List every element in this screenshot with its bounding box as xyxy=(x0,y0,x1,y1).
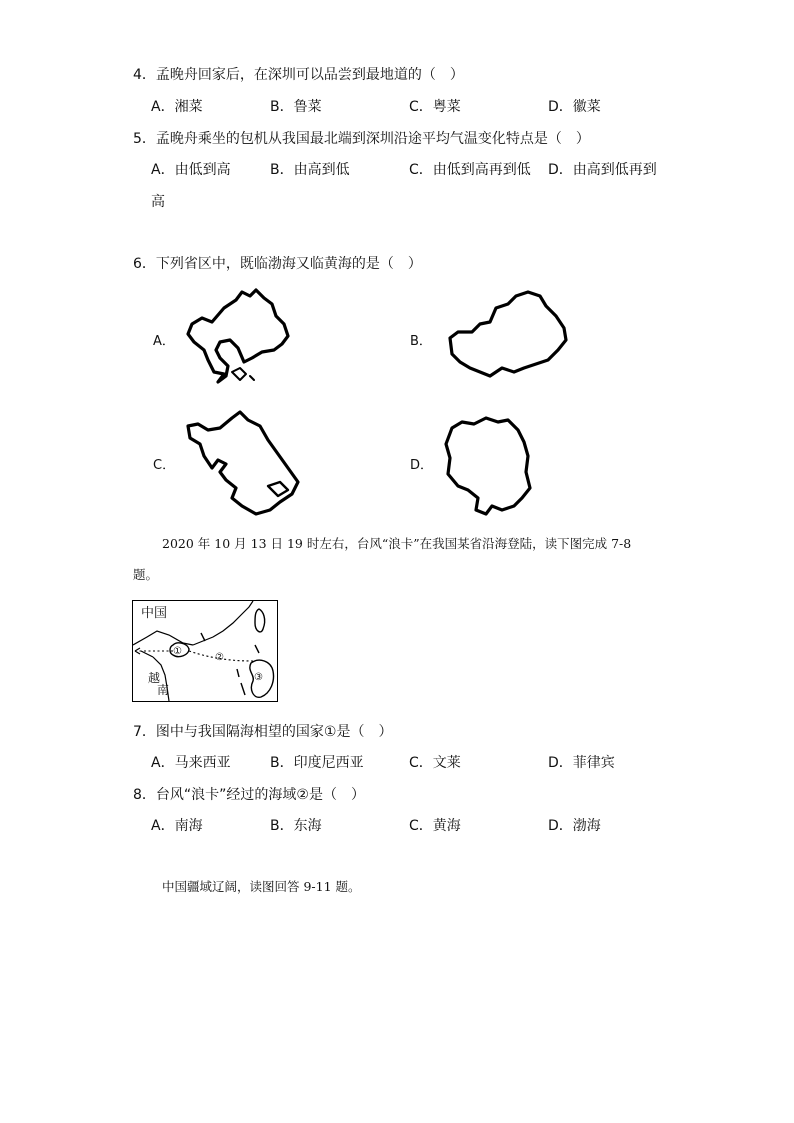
china-south-coast xyxy=(133,631,193,645)
material-intro-7-8-line2: 题。 xyxy=(133,567,159,582)
option-a[interactable]: A．南海 xyxy=(151,818,203,834)
option-b[interactable]: B．鲁菜 xyxy=(270,99,322,115)
option-b[interactable]: B．由高到低 xyxy=(270,162,350,178)
china-coastline xyxy=(193,601,253,645)
option-c[interactable]: C．由低到高再到低 xyxy=(409,162,531,178)
material-intro-7-8-line1: 2020 年 10 月 13 日 19 时左右，台风“浪卡”在我国某省沿海登陆，读下图完成 7-8 xyxy=(162,536,632,551)
question-6-stem: 6．下列省区中，既临渤海又临黄海的是（ ） xyxy=(133,256,422,272)
map-label-vietnam-2: 南 xyxy=(157,683,170,697)
province-outline-a[interactable] xyxy=(180,288,300,388)
question-7-stem: 7．图中与我国隔海相望的国家①是（ ） xyxy=(133,724,393,740)
island-stroke-2 xyxy=(241,683,245,695)
option-a-label[interactable]: A． xyxy=(153,334,175,349)
island-stroke-3 xyxy=(201,633,205,641)
option-d-label[interactable]: D． xyxy=(410,458,434,473)
track-arrow-icon xyxy=(135,648,140,654)
material-intro-9-11: 中国疆域辽阔，读图回答 9-11 题。 xyxy=(162,879,361,894)
question-8-stem: 8．台风“浪卡”经过的海域②是（ ） xyxy=(133,787,365,803)
province-outline-d[interactable] xyxy=(440,410,540,520)
option-b[interactable]: B．东海 xyxy=(270,818,322,834)
option-d[interactable]: D．徽菜 xyxy=(548,99,601,115)
option-c[interactable]: C．粤菜 xyxy=(409,99,461,115)
option-b[interactable]: B．印度尼西亚 xyxy=(270,755,364,771)
typhoon-route-map xyxy=(132,600,278,702)
map-label-vietnam-1: 越 xyxy=(148,671,161,685)
vietnam-north-border xyxy=(141,651,153,657)
island-stroke-1 xyxy=(237,669,239,677)
question-5-stem: 5．孟晚舟乘坐的包机从我国最北端到深圳沿途平均气温变化特点是（ ） xyxy=(133,131,590,147)
map-marker-3: ③ xyxy=(254,672,263,683)
option-a[interactable]: A．马来西亚 xyxy=(151,755,231,771)
map-marker-1: ① xyxy=(173,646,182,657)
question-4-stem: 4．孟晚舟回家后，在深圳可以品尝到最地道的（ ） xyxy=(133,67,464,83)
option-d[interactable]: D．由高到低再到 xyxy=(548,162,657,178)
option-c-label[interactable]: C． xyxy=(153,458,176,473)
island-stroke-4 xyxy=(255,645,259,653)
option-a[interactable]: A．湘菜 xyxy=(151,99,203,115)
option-d[interactable]: D．渤海 xyxy=(548,818,601,834)
province-outline-b[interactable] xyxy=(444,288,574,388)
option-c[interactable]: C．文莱 xyxy=(409,755,461,771)
option-a[interactable]: A．由低到高 xyxy=(151,162,231,178)
map-marker-2: ② xyxy=(215,652,224,663)
option-b-label[interactable]: B． xyxy=(410,334,432,349)
taiwan-island xyxy=(255,609,265,632)
question-5-option-d-continuation: 高 xyxy=(151,194,165,210)
map-label-china: 中国 xyxy=(141,606,168,621)
option-c[interactable]: C．黄海 xyxy=(409,818,461,834)
option-d[interactable]: D．菲律宾 xyxy=(548,755,615,771)
province-outline-c[interactable] xyxy=(180,410,310,520)
